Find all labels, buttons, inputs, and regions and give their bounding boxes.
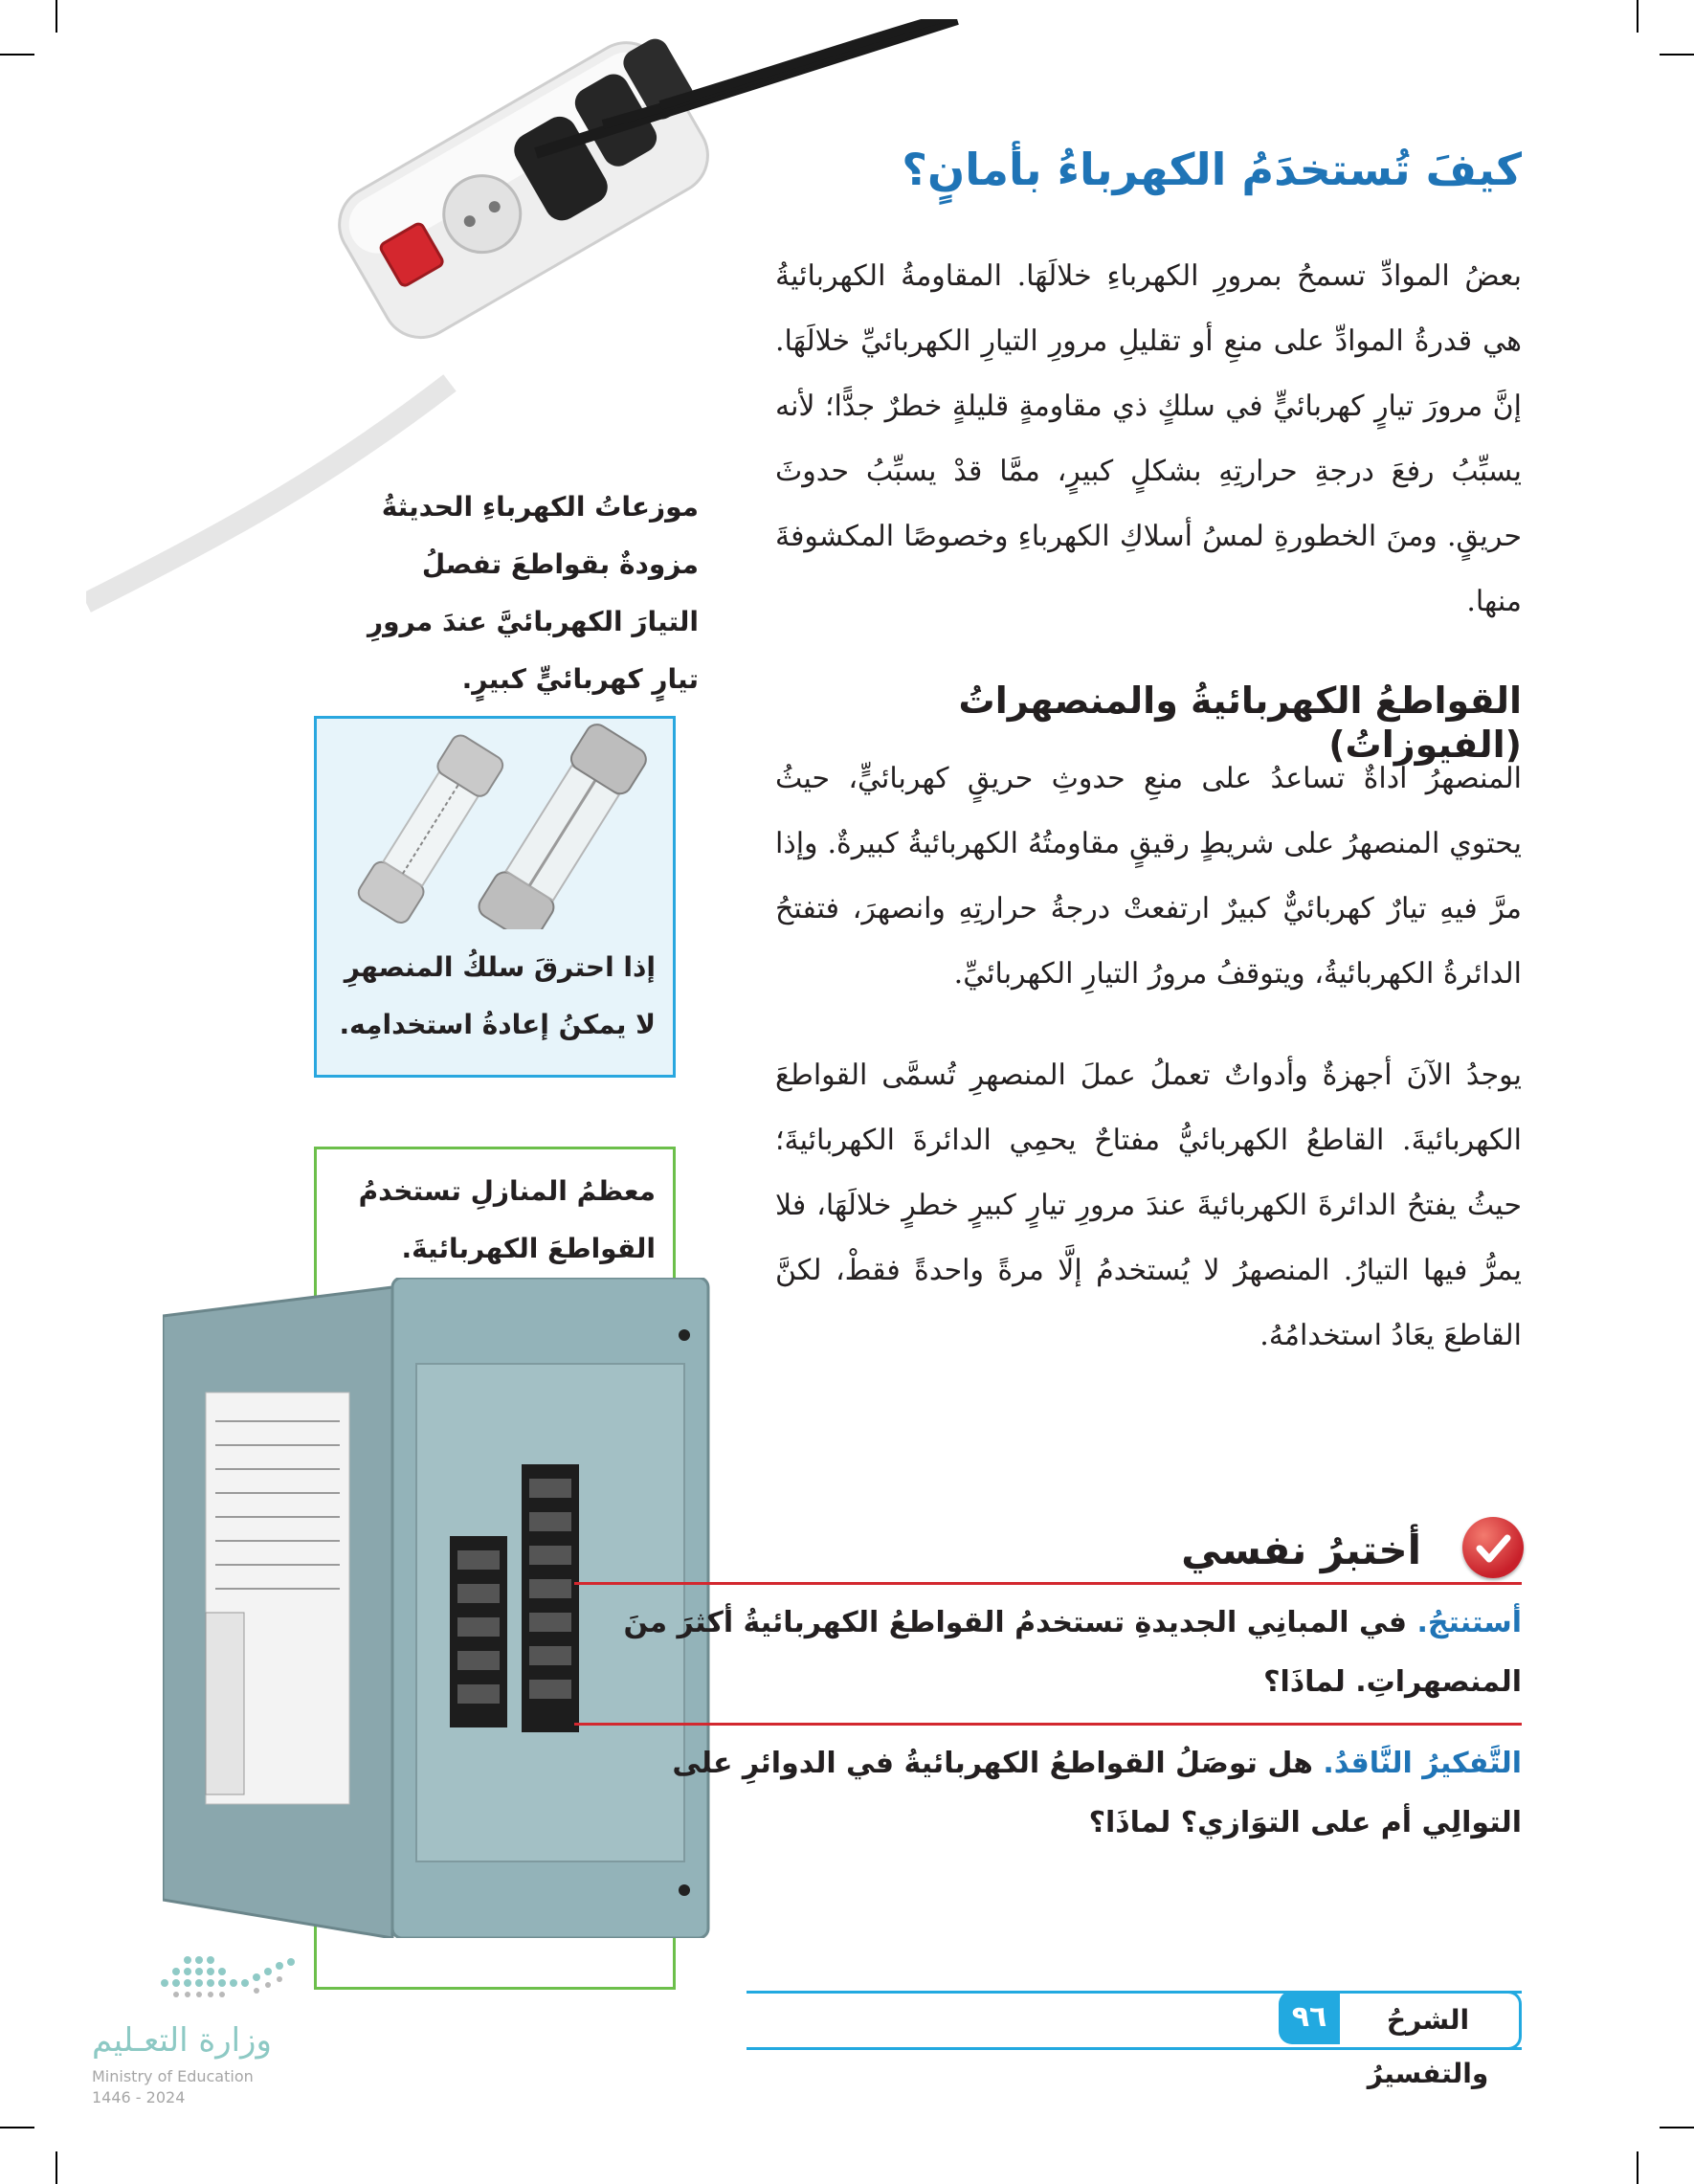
section-title: كيفَ تُستخدَمُ الكهرباءُ بأمانٍ؟ [902,144,1522,195]
ministry-logo-icon [92,1950,341,2017]
breaker-paragraph: يوجدُ الآنَ أجهزةٌ وأدواتٌ تعملُ عملَ المنصهرِ تُسمَّى القواطعَ الكهربائيةَ. القاطعُ الكهربائيُّ مفتاحٌ يحمِي الدائرةَ الكهربائيةَ؛ حيثُ يفتحُ الدائرةَ الكهربائيةَ عندَ مرورِ تيارٍ كبيرٍ خطرٍ خلالَهَا، فلا يمرُّ فيها التيارُ. المنصهرُ لا يُستخدمُ إلَّا مرةً واحدةً فقطْ، لكنَّ القاطعَ يعَادُ استخدامُهُ. [775,1059,1522,1352]
footer-section-label: الشرحُ والتفسيرُ [1337,1991,1522,2050]
question-2-text: هل توصَلُ القواطعُ الكهربائيةُ في الدوائرِ على التوالِي أم على التوَازي؟ لماذَا؟ [672,1747,1522,1839]
question-1-text: في المبانِي الجديدةِ تستخدمُ القواطعُ الكهربائيةُ أكثرَ منَ المنصهراتِ. لماذَا؟ [623,1606,1522,1699]
question-1-keyword: أستنتجُ. [1416,1606,1522,1639]
power-strip-caption: موزعاتُ الكهرباءِ الحديثةُ مزودةٌ بقواطعَ تفصلُ التيارَ الكهربائيَّ عندَ مرورِ تيارٍ كهربائيٍّ كبيرٍ. [367,491,699,695]
quiz-divider [574,1582,1522,1585]
panel-caption: معظمُ المنازلِ تستخدمُ القواطعَ الكهربائيةَ. [358,1175,656,1264]
page-footer [747,1991,1694,2089]
fuse-caption: إذا احترقَ سلكُ المنصهرِ لا يمكنُ إعادةُ استخدامِه. [339,951,656,1040]
crop-mark [1637,0,1638,33]
crop-mark [0,54,34,56]
checkmark-icon [1462,1517,1524,1578]
crop-mark [1660,2127,1694,2128]
question-2-keyword: التَّفكيرُ النَّاقدُ. [1323,1747,1522,1780]
ministry-name-english: Ministry of Education [92,2067,254,2085]
crop-mark [1660,54,1694,56]
edition-year: 2024 - 1446 [92,2088,186,2106]
fuse-figure [314,716,676,1078]
ministry-name-arabic: وزارة التعـليم [92,2021,272,2060]
crop-mark [56,2151,57,2184]
intro-paragraph: بعضُ الموادِّ تسمحُ بمرورِ الكهرباءِ خلالَهَا. المقاومةُ الكهربائيةُ هي قدرةُ الموادِّ على منعِ أو تقليلِ مرورِ التيارِ الكهربائيِّ خلالَهَا. إنَّ مرورَ تيارٍ كهربائيٍّ في سلكٍ ذي مقاومةٍ قليلةٍ خطرٌ جدًّا؛ لأنه يسبِّبُ رفعَ درجةِ حرارتِهِ بشكلٍ كبيرٍ، ممَّا قدْ يسبِّبُ حدوثَ حريقٍ. ومنَ الخطورةِ لمسُ أسلاكِ الكهرباءِ وخصوصًا المكشوفةَ منها. [775,259,1522,618]
crop-mark [56,0,57,33]
fuse-image [317,719,673,929]
quiz-question-1 [574,1593,1522,1712]
page-number: ٩٦ [1279,1991,1340,2044]
crop-mark [0,2127,34,2128]
quiz-title: أختبرُ نفسي [1181,1527,1421,1573]
subsection-title: القواطعُ الكهربائيةُ والمنصهراتُ (الفيوزاتُ) [958,680,1522,766]
quiz-question-2 [574,1734,1522,1853]
quiz-divider [574,1723,1522,1726]
crop-mark [1637,2151,1638,2184]
fuse-paragraph: المنصهرُ أداةٌ تساعدُ على منعِ حدوثِ حريقٍ كهربائيٍّ، حيثُ يحتوي المنصهرُ على شريطٍ رقيقٍ مقاومتُهُ الكهربائيةُ كبيرةٌ. وإذا مرَّ فيهِ تيارٌ كهربائيٌّ كبيرٌ ارتفعتْ درجةُ حرارتِهِ وانصهرَ، فتفتحُ الدائرةُ الكهربائيةُ، ويتوقفُ مرورُ التيارِ الكهربائيِّ. [775,762,1522,991]
